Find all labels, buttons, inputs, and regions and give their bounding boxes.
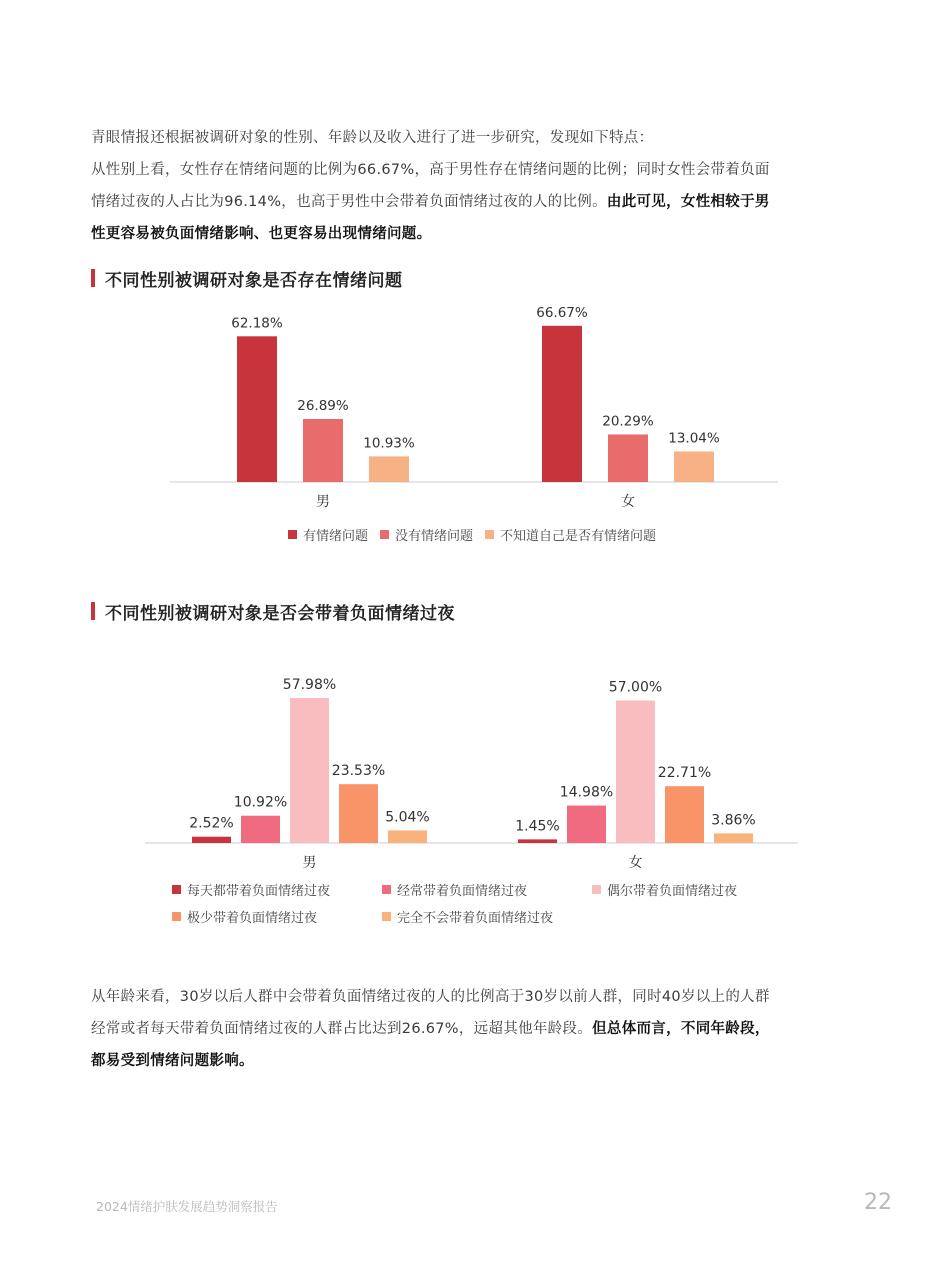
bar bbox=[290, 698, 329, 843]
bar bbox=[616, 701, 655, 844]
legend-label: 极少带着负面情绪过夜 bbox=[187, 911, 318, 926]
category-label: 女 bbox=[628, 855, 643, 871]
page-number: 22 bbox=[864, 1190, 892, 1215]
legend-swatch bbox=[382, 912, 391, 921]
bar bbox=[303, 419, 343, 482]
intro-line-4-emphasis: 性更容易被负面情绪影响、也更容易出现情绪问题。 bbox=[91, 226, 432, 242]
section-title-emotion-problem bbox=[91, 267, 403, 289]
intro-line-3 bbox=[91, 186, 861, 218]
legend-swatch bbox=[380, 530, 389, 539]
data-label: 23.53% bbox=[331, 763, 386, 780]
age-line-3-emphasis: 都易受到情绪问题影响。 bbox=[91, 1053, 254, 1069]
section-title-accent-bar bbox=[91, 602, 95, 620]
legend-swatch bbox=[288, 530, 297, 539]
legend-label: 完全不会带着负面情绪过夜 bbox=[397, 911, 554, 926]
age-line-2 bbox=[91, 1013, 861, 1045]
intro-line-2: 从性别上看，女性存在情绪问题的比例为66.67%，高于男性存在情绪问题的比例；同时女性会带着负面 bbox=[91, 162, 770, 178]
negative-overnight-legend bbox=[172, 880, 812, 926]
footer-report-title: 2024情绪护肤发展趋势洞察报告 bbox=[96, 1199, 278, 1214]
legend-label: 偶尔带着负面情绪过夜 bbox=[607, 884, 738, 899]
bar bbox=[241, 816, 280, 843]
category-label: 男 bbox=[302, 855, 317, 871]
section-title-negative-overnight bbox=[91, 600, 455, 622]
data-label: 10.93% bbox=[363, 435, 415, 452]
data-label: 62.18% bbox=[231, 315, 283, 332]
legend-swatch bbox=[382, 885, 391, 894]
legend-item bbox=[382, 880, 592, 899]
legend-label: 不知道自己是否有情绪问题 bbox=[500, 529, 657, 544]
bar bbox=[237, 336, 277, 482]
data-label: 3.86% bbox=[711, 812, 756, 829]
legend-label: 经常带着负面情绪过夜 bbox=[397, 884, 528, 899]
age-line-3 bbox=[91, 1045, 861, 1077]
data-label: 10.92% bbox=[233, 794, 288, 811]
legend-item bbox=[485, 525, 656, 544]
intro-line-3-text: 情绪过夜的人占比为96.14%，也高于男性中会带着负面情绪过夜的人的比例。 bbox=[91, 194, 607, 210]
negative-overnight-bar-chart bbox=[0, 650, 950, 880]
category-label: 男 bbox=[316, 494, 330, 510]
bar bbox=[567, 806, 606, 843]
legend-swatch bbox=[592, 885, 601, 894]
age-paragraph bbox=[91, 981, 861, 1077]
category-label: 女 bbox=[621, 494, 635, 510]
bar bbox=[714, 833, 753, 843]
emotion-problem-legend bbox=[288, 525, 708, 544]
bar bbox=[608, 434, 648, 482]
data-label: 26.89% bbox=[297, 398, 349, 415]
legend-swatch bbox=[172, 885, 181, 894]
data-label: 57.00% bbox=[608, 679, 663, 696]
age-line-1: 从年龄来看，30岁以后人群中会带着负面情绪过夜的人的比例高于30岁以前人群，同时40岁以上的人群 bbox=[91, 989, 770, 1005]
data-label: 13.04% bbox=[668, 430, 720, 447]
legend-item bbox=[172, 880, 382, 899]
section-title-accent-bar bbox=[91, 269, 95, 287]
legend-item bbox=[380, 525, 473, 544]
data-label: 5.04% bbox=[385, 809, 430, 826]
legend-item bbox=[382, 907, 642, 926]
bar bbox=[192, 837, 231, 843]
data-label: 20.29% bbox=[602, 413, 654, 430]
intro-line-1: 青眼情报还根据被调研对象的性别、年龄以及收入进行了进一步研究，发现如下特点： bbox=[91, 130, 654, 146]
legend-label: 有情绪问题 bbox=[303, 529, 369, 544]
data-label: 1.45% bbox=[515, 818, 560, 835]
age-line-2-text: 经常或者每天带着负面情绪过夜的人群占比达到26.67%，远超其他年龄段。 bbox=[91, 1021, 593, 1037]
bar bbox=[339, 784, 378, 843]
intro-paragraph bbox=[91, 122, 861, 250]
intro-line-4 bbox=[91, 218, 861, 250]
data-label: 2.52% bbox=[189, 815, 234, 832]
age-line-2-emphasis: 但总体而言，不同年龄段， bbox=[592, 1021, 770, 1037]
legend-swatch bbox=[172, 912, 181, 921]
legend-item bbox=[592, 880, 792, 899]
emotion-problem-bar-chart bbox=[0, 300, 950, 520]
data-label: 57.98% bbox=[282, 677, 337, 694]
bar bbox=[369, 456, 409, 482]
data-label: 22.71% bbox=[657, 765, 712, 782]
legend-item bbox=[288, 525, 368, 544]
legend-label: 每天都带着负面情绪过夜 bbox=[187, 884, 331, 899]
bar bbox=[674, 451, 714, 482]
bar bbox=[665, 786, 704, 843]
intro-line-3-emphasis: 由此可见，女性相较于男 bbox=[606, 194, 770, 210]
legend-swatch bbox=[485, 530, 494, 539]
section-title-text: 不同性别被调研对象是否存在情绪问题 bbox=[105, 270, 403, 291]
data-label: 66.67% bbox=[536, 304, 588, 321]
data-label: 14.98% bbox=[559, 784, 614, 801]
legend-label: 没有情绪问题 bbox=[395, 529, 474, 544]
section-title-text: 不同性别被调研对象是否会带着负面情绪过夜 bbox=[105, 603, 455, 624]
bar bbox=[542, 326, 582, 482]
legend-item bbox=[172, 907, 382, 926]
bar bbox=[388, 830, 427, 843]
bar bbox=[518, 839, 557, 843]
